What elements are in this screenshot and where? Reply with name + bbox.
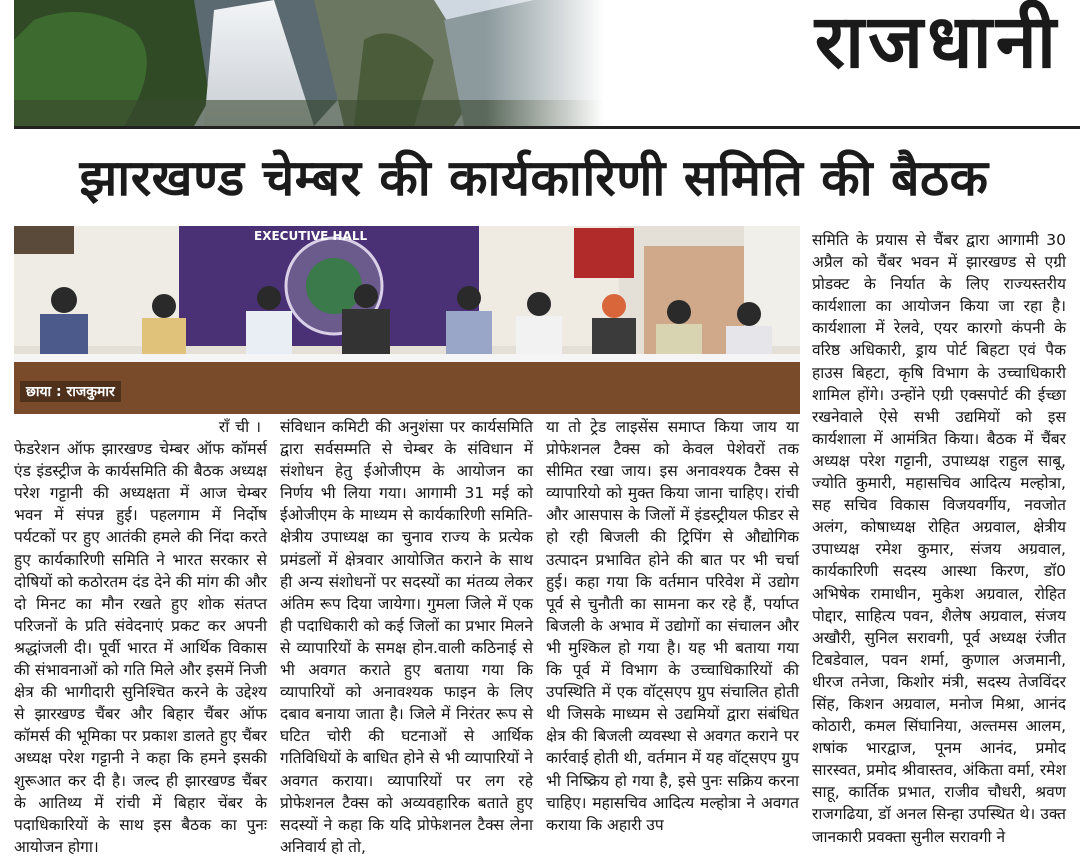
photo-caption: छाया : राजकुमार <box>20 381 121 402</box>
article-headline: झारखण्ड चेम्बर की कार्यकारिणी समिति की बैठक <box>79 149 989 207</box>
article-col4-text: समिति के प्रयास से चैंबर द्वारा आगामी 30 अप्रैल को चैंबर भवन में झारखण्ड से एग्री प्रोडक्ट के निर्यात के लिए राज्यस्तरीय कार्यशाला का आयोजन किया जा रहा है। कार्यशाला में रेलवे, एयर कारगो कंपनी के वरिष्ठ अधिकारी, ड्राय पोर्ट बिहटा एवं पैक हाउस बिहटा, कृषि विभाग के उच्चाधिकारी शामिल होंगे। उन्होंने एग्री एक्सपोर्ट की ईच्छा रखनेवाले ऐसे सभी उद्यमियों को इस कार्यशाला में आमंत्रित किया। बैठक में चैंबर अध्यक्ष परेश गट्टानी, उपाध्यक्ष राहुल साबू, ज्योति कुमारी, महासचिव आदित्य मल्होत्रा, सह सचिव विकास विजयवर्गीय, नवजोत अलंग, कोषाध्यक्ष रोहित अग्रवाल, क्षेत्रीय उपाध्यक्ष रमेश कुमार, संजय अग्रवाल, कार्यकारिणी सदस्य आस्था किरण, डॉ0 अभिषेक रामाधीन, मुकेश अग्रवाल, रोहित पोद्दार, साहित्य पवन, शैलेष अग्रवाल, संजय अखौरी, सुनिल सरावगी, पूर्व अध्यक्ष रंजीत टिबडेवाल, पवन शर्मा, कुणाल अजमानी, धीरज तनेजा, किशोर मंत्री, सदस्य तेजविंदर सिंह, किशन अग्रवाल, मनोज मिश्रा, आनंद कोठारी, कमल सिंघानिया, अल्तमस आलम, शषांक भारद्वाज, पूनम आनंद, प्रमोद सारस्वत, प्रमोद श्रीवास्तव, अंकिता वर्मा, रमेश साहू, कार्तिक प्रभात, राजीव चौधरी, श्रवण राजगढिया, डॉ अनल सिन्हा उपस्थित थे। उक्त जानकारी प्रवक्ता सुनील सरावगी ने <box>812 231 1066 846</box>
waterfall-image <box>14 0 604 126</box>
meeting-photo-illustration <box>14 226 800 414</box>
article-col3-text: या तो ट्रेड लाइसेंस समाप्त किया जाय या प्रोफेशनल टैक्स को केवल पेशेवरों तक सीमित रखा जाय। इस अनावश्यक टैक्स से व्यापारियो को मुक्त किया जाना चाहिए। रांची और आसपास के जिलों में इंडस्ट्रीयल फीडर से हो रही बिजली की ट्रिपिंग से औद्योगिक उत्पादन प्रभावित होने की बात पर भी चर्चा हुई। कहा गया कि वर्तमान परिवेश में उद्योग पूर्व से चुनौती का सामना कर रहे हैं, पर्याप्त बिजली के अभाव में उद्योगों का संचालन और भी मुश्किल हो गया है। यह भी बताया गया कि पूर्व में विभाग के उच्चाधिकारियों की उपस्थिति में एक वॉट्सएप ग्रुप संचालित होती थी जिसके माध्यम से उद्यमियों द्वारा संबंधित क्षेत्र की बिजली व्यवस्था से अवगत कराने पर कार्रवाई होती थी, वर्तमान में यह वॉट्सएप ग्रुप भी निष्क्रिय हो गया है, इसे पुनः सक्रिय करना चाहिए। महासचिव आदित्य मल्होत्रा ने अवगत कराया कि अहारी उप <box>546 418 799 834</box>
article-column-1 <box>14 416 267 858</box>
section-masthead: राजधानी <box>814 0 1060 85</box>
article-col2-text: संविधान कमिटी की अनुशंसा पर कार्यसमिति द्वारा सर्वसम्मति से चेम्बर के संविधान में संशोधन हेतु ईओजीएम के आयोजन का निर्णय भी लिया गया। आगामी 31 मई को ईओजीएम के माध्यम से कार्यकारिणी समिति-क्षेत्रीय उपाध्यक्ष का चुनाव राज्य के प्रत्येक प्रमंडलों में क्षेत्रवार आयोजित कराने के साथ ही अन्य संशोधनों पर सदस्यों का मंतव्य लेकर अंतिम रूप दिया जायेगा। गुमला जिले में एक ही पदाधिकारी को कई जिलों का प्रभार मिलने से व्यापारियों के समक्ष होन.वाली कठिनाई से भी अवगत कराते हुए बताया गया कि व्यापारियों को अनावश्यक फाइन के लिए दबाव बनाया जाता है। जिले में निरंतर रूप से घटित चोरी की घटनाओं से आर्थिक गतिविधियों के बाधित होने से भी व्यापारियों ने अवगत कराया। व्यापारियों पर लग रहे प्रोफेशनल टैक्स को अव्यवहारिक बताते हुए सदस्यों ने कहा कि यदि प्रोफेशनल टैक्स लेना अनिवार्य हो तो, <box>280 418 533 856</box>
article-column-4 <box>812 229 1066 848</box>
article-column-3 <box>546 416 799 836</box>
meeting-photo <box>14 226 800 414</box>
article-col1-text: फेडरेशन ऑफ झारखण्ड चेम्बर ऑफ कॉमर्स एंड इंडस्ट्रीज के कार्यसमिति की बैठक अध्यक्ष परेश गट्टानी की अध्यक्षता में आज चेम्बर भवन में संपन्न हुई। पहलगाम में निर्दोष पर्यटकों पर हुए आतंकी हमले की निंदा करते हुए कार्यकारिणी समिति ने भारत सरकार से दोषियों को कठोरतम दंड देने की मांग की और दो मिनट का मौन रखते हुए शोक संतप्त परिजनों के प्रति संवेदनाएं प्रकट कर अपनी श्रद्धांजली दी। पूर्वी भारत में आर्थिक विकास की संभावनाओं को गति मिले और इसमें निजी क्षेत्र की भागीदारी सुनिश्चित करने के उद्देश्य से झारखण्ड चैंबर और बिहार चैंबर ऑफ कॉमर्स की भूमिका पर प्रकाश डालते हुए चैंबर अध्यक्ष परेश गट्टानी ने कहा कि हमने इसकी शुरूआत कर दी है। जल्द ही झारखण्ड चैंबर के आतिथ्य में रांची में बिहार चेंबर के पदाधिकारियों के साथ इस बैठक का पुनः आयोजन होगा। <box>14 440 267 856</box>
section-banner <box>14 0 1080 128</box>
banner-divider <box>14 126 1080 129</box>
dateline: राँची। <box>218 418 267 436</box>
article-column-2 <box>280 416 533 858</box>
photo-banner-text: EXECUTIVE HALL <box>254 229 368 243</box>
